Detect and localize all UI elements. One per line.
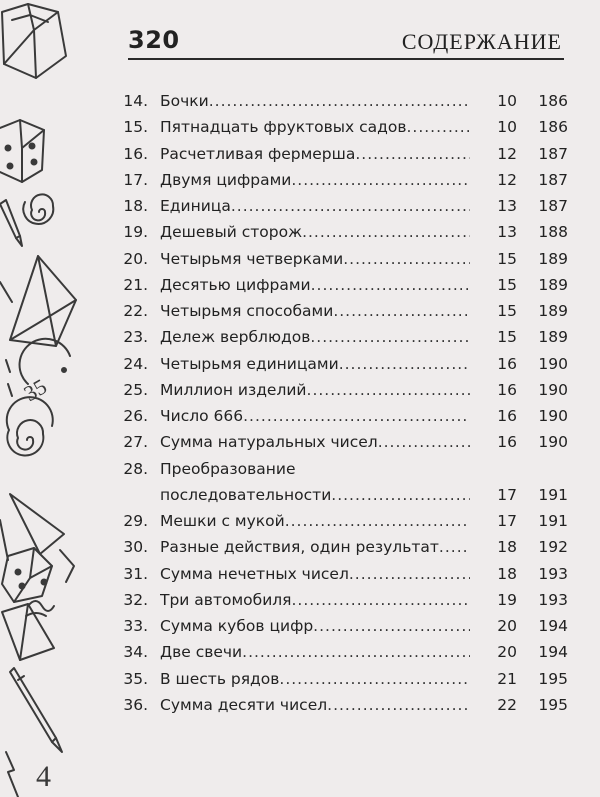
page-header [128, 24, 564, 60]
entry-number: 23. [123, 328, 148, 347]
problem-page-number: 16 [470, 377, 517, 403]
entry-title: Миллион изделий [160, 380, 307, 399]
toc-entry-16 [120, 141, 568, 167]
entry-main [160, 114, 517, 140]
entry-number: 32. [123, 590, 148, 609]
entry-title: Сумма нечетных чисел [160, 564, 349, 583]
solution-page-number: 189 [538, 249, 568, 268]
pyramid-icon [0, 256, 76, 346]
solution-page-number: 191 [538, 485, 568, 504]
toc-entry-14 [120, 88, 568, 114]
entry-title: последовательности [160, 485, 332, 504]
problem-page-number: 10 [470, 114, 517, 140]
entry-number: 30. [123, 538, 148, 557]
entry-main [160, 561, 517, 587]
solution-page-number: 189 [538, 328, 568, 347]
solution-page-number: 195 [538, 695, 568, 714]
entry-main [160, 272, 517, 298]
entry-main [160, 246, 517, 272]
entry-title-first-line: Преобразование [160, 459, 296, 478]
entry-main [160, 613, 517, 639]
cube-outline-icon [2, 4, 66, 78]
toc-entry-18 [120, 193, 568, 219]
toc-entry-35 [120, 666, 568, 692]
entry-title: Дележ верблюдов [160, 328, 311, 347]
entry-number: 34. [123, 643, 148, 662]
toc-entry-28 [120, 456, 568, 509]
spiral-icon [23, 194, 53, 224]
pencil-large-icon [10, 668, 62, 752]
problem-page-number: 16 [470, 429, 517, 455]
toc-entry-36 [120, 692, 568, 718]
problem-page-number: 18 [470, 534, 517, 560]
solution-page-number: 189 [538, 302, 568, 320]
entry-title: Сумма кубов цифр [160, 617, 314, 635]
entry-number: 16. [123, 144, 148, 163]
solution-page-number: 194 [538, 643, 568, 662]
entry-main [160, 324, 517, 350]
entry-main [160, 587, 517, 613]
solution-page-number: 190 [538, 407, 568, 425]
entry-title: Бочки [160, 92, 209, 110]
problem-page-number: 19 [470, 587, 517, 613]
entry-number: 20. [123, 249, 148, 268]
solution-page-number: 186 [538, 92, 568, 110]
toc-entry-34 [120, 639, 568, 665]
entry-main [160, 666, 517, 692]
toc-entry-22 [120, 298, 568, 324]
toc-entry-32 [120, 587, 568, 613]
solution-page-number: 195 [538, 669, 568, 688]
entry-main [160, 482, 517, 508]
entry-number: 36. [123, 695, 148, 714]
lightning-icon [6, 752, 18, 797]
doodle-digit-4: 4 [36, 760, 51, 793]
entry-title: Дешевый сторож [160, 223, 303, 242]
triangle-icon [0, 494, 64, 560]
toc-entry-15 [120, 114, 568, 140]
toc-entry-21 [120, 272, 568, 298]
doodle-number-35: 35 [19, 373, 51, 407]
entry-number: 17. [123, 170, 148, 189]
toc-entry-30 [120, 534, 568, 560]
entry-main [160, 429, 517, 455]
section-title: СОДЕРЖАНИЕ [401, 29, 562, 54]
problem-page-number: 17 [470, 508, 517, 534]
toc-entry-19 [120, 219, 568, 245]
problem-page-number: 12 [470, 167, 517, 193]
entry-main [160, 508, 517, 534]
problem-page-number: 21 [470, 666, 517, 692]
solution-page-number: 190 [538, 433, 568, 452]
angle-icon [60, 550, 74, 582]
entry-number: 21. [123, 275, 148, 294]
entry-number: 29. [123, 512, 148, 530]
solution-page-number: 191 [538, 512, 568, 530]
problem-page-number: 20 [470, 613, 517, 639]
entry-title: Разные действия, один результат [160, 538, 439, 557]
solution-page-number: 187 [538, 170, 568, 189]
problem-page-number: 13 [470, 219, 517, 245]
entry-main [160, 692, 517, 718]
toc-entry-31 [120, 561, 568, 587]
circle-doodle-icon [20, 339, 70, 384]
toc-entry-20 [120, 246, 568, 272]
toc-entry-23 [120, 324, 568, 350]
dashed-lines-icon [6, 360, 12, 396]
entry-main [160, 639, 517, 665]
entry-main [160, 141, 517, 167]
entry-number: 28. [123, 459, 148, 478]
entry-main [160, 167, 517, 193]
entry-main [160, 193, 517, 219]
entry-title: Сумма натуральных чисел [160, 433, 378, 452]
entry-main [160, 534, 517, 560]
entry-title: Сумма десяти чисел [160, 695, 328, 714]
entry-number: 27. [123, 433, 148, 452]
problem-page-number: 15 [470, 324, 517, 350]
entry-title: Две свечи [160, 643, 243, 662]
problem-page-number: 20 [470, 639, 517, 665]
spiral-large-icon [7, 397, 53, 455]
entry-title: Мешки с мукой [160, 512, 285, 530]
entry-title: Число 666 [160, 407, 244, 425]
solution-page-number: 193 [538, 590, 568, 609]
page-number: 320 [128, 26, 180, 54]
problem-page-number: 15 [470, 272, 517, 298]
solution-page-number: 190 [538, 380, 568, 399]
toc-entry-25 [120, 377, 568, 403]
entry-number: 25. [123, 380, 148, 399]
solution-page-number: 186 [538, 118, 568, 137]
entry-number: 24. [123, 354, 148, 373]
solution-page-number: 188 [538, 223, 568, 242]
problem-page-number: 10 [470, 88, 517, 114]
diamond-icon [2, 604, 54, 660]
entry-title: Двумя цифрами [160, 170, 292, 189]
side-doodle-panel [0, 0, 112, 797]
toc-entry-26 [120, 403, 568, 429]
math-doodles-illustration [0, 0, 112, 797]
problem-page-number: 13 [470, 193, 517, 219]
solution-page-number: 187 [538, 144, 568, 163]
toc-entry-33 [120, 613, 568, 639]
entry-number: 19. [123, 223, 148, 242]
dice-icon [0, 120, 44, 182]
solution-page-number: 189 [538, 275, 568, 294]
toc-entry-24 [120, 351, 568, 377]
problem-page-number: 16 [470, 351, 517, 377]
entry-title: Четырьмя единицами [160, 354, 339, 373]
entry-main [160, 351, 517, 377]
entry-main [160, 403, 517, 429]
entry-number: 18. [123, 197, 148, 215]
problem-page-number: 22 [470, 692, 517, 718]
solution-page-number: 193 [538, 564, 568, 583]
entry-title: В шесть рядов [160, 669, 280, 688]
problem-page-number: 16 [470, 403, 517, 429]
solution-page-number: 190 [538, 354, 568, 373]
problem-page-number: 15 [470, 246, 517, 272]
entry-title: Четырьмя четверками [160, 249, 344, 268]
entry-main [160, 88, 517, 114]
entry-main [160, 219, 517, 245]
entry-title: Расчетливая фермерша [160, 144, 356, 163]
entry-title: Три автомобиля [160, 590, 292, 609]
solution-page-number: 187 [538, 197, 568, 215]
entry-number: 26. [123, 407, 148, 425]
entry-number: 22. [123, 302, 148, 320]
entry-title: Единица [160, 197, 231, 215]
problem-page-number: 15 [470, 298, 517, 324]
pencil-icon [0, 200, 22, 246]
entry-number: 33. [123, 617, 148, 635]
toc-entry-29 [120, 508, 568, 534]
solution-page-number: 192 [538, 538, 568, 557]
entry-number: 31. [123, 564, 148, 583]
solution-page-number: 194 [538, 617, 568, 635]
dice-small-icon [2, 548, 52, 602]
entry-title: Десятью цифрами [160, 275, 311, 294]
entry-main [160, 298, 517, 324]
toc-entry-17 [120, 167, 568, 193]
problem-page-number: 12 [470, 141, 517, 167]
entry-title: Пятнадцать фруктовых садов [160, 118, 407, 137]
toc-entry-27 [120, 429, 568, 455]
entry-main [160, 377, 517, 403]
entry-number: 14. [123, 92, 148, 110]
entry-number: 15. [123, 118, 148, 137]
entry-number: 35. [123, 669, 148, 688]
problem-page-number: 18 [470, 561, 517, 587]
problem-page-number: 17 [470, 482, 517, 508]
entry-title: Четырьмя способами [160, 302, 334, 320]
table-of-contents [120, 88, 568, 718]
